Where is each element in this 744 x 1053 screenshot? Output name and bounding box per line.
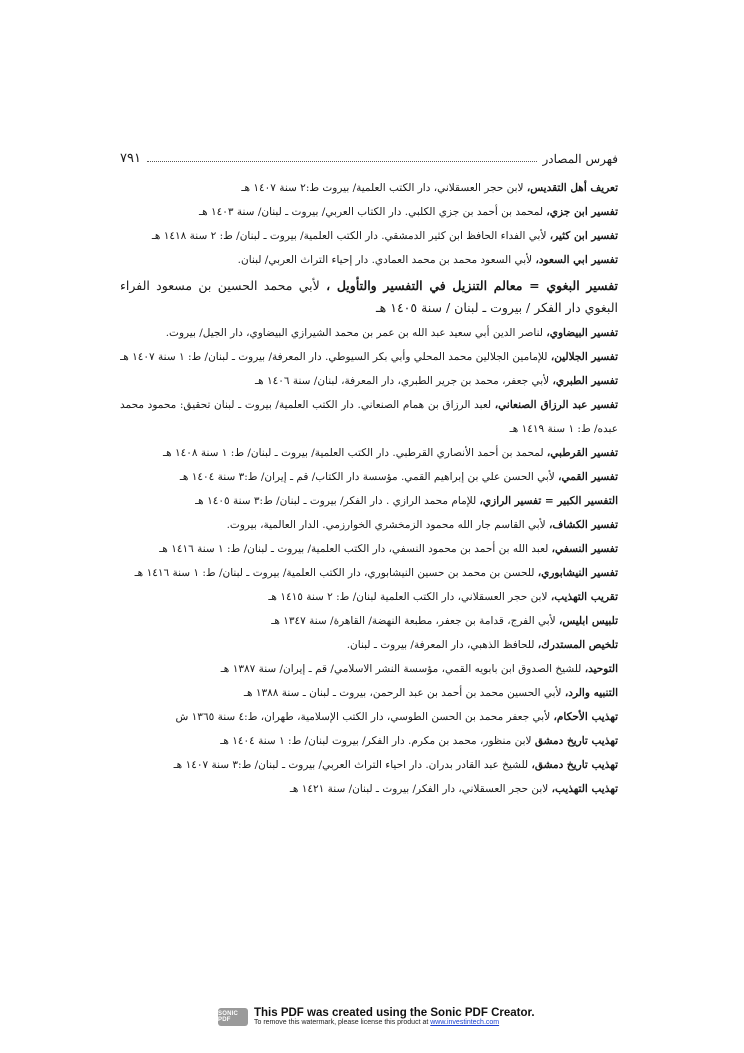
entry-term: تفسير ابن جزي، (546, 206, 618, 218)
bibliography-entry (120, 369, 618, 393)
entry-details: لابن حجر العسقلاني، دار الفكر/ بيروت ـ لبنان/ سنة ١٤٢١ هـ (289, 783, 552, 795)
bibliography-entry (120, 393, 618, 441)
entry-details: لعبد الرزاق بن همام الصنعاني. دار الكتب العلمية/ بيروت ـ لبنان تحقيق: محمود محمد عبده/ ط: ١ سنة ١٤١٩ هـ (120, 399, 618, 435)
bibliography-entry (120, 537, 618, 561)
bibliography-entry (120, 275, 618, 319)
entry-details: للشيخ الصدوق ابن بابويه القمي، مؤسسة النشر الاسلامي/ قم ـ إيران/ سنة ١٣٨٧ هـ (220, 663, 585, 675)
entry-term: تقريب التهذيب، (550, 591, 618, 603)
running-title: فهرس المصادر (542, 152, 618, 166)
entry-details: لأبي الحسن علي بن إبراهيم القمي. مؤسسة دار الكتاب/ قم ـ إيران/ ط:٣ سنة ١٤٠٤ هـ (179, 471, 559, 483)
entry-term: تفسير النيشابوري، (537, 567, 618, 579)
entry-details: لابن حجر العسقلاني، دار الكتب العلمية لبنان/ ط: ٢ سنة ١٤١٥ هـ (268, 591, 551, 603)
entry-term: تفسير ابي السعود، (535, 254, 618, 266)
bibliography-entry (120, 777, 618, 801)
bibliography-entry (120, 681, 618, 705)
entry-details: للإمامين الجلالين محمد المحلي وأبي بكر السيوطي. دار المعرفة/ بيروت ـ لبنان/ ط: ١ سنة ١٤٠٧ هـ (120, 351, 551, 363)
entry-details: لمحمد بن أحمد بن جزي الكلبي. دار الكتاب العربي/ بيروت ـ لبنان/ سنة ١٤٠٣ هـ (199, 206, 547, 218)
entry-term: تفسير الطبري، (552, 375, 618, 387)
entry-details: للحسن بن محمد بن حسين النيشابوري، دار الكتب العلمية/ بيروت ـ لبنان/ ط: ١ سنة ١٤١٦ هـ (134, 567, 538, 579)
entry-term: تفسير البيضاوي، (546, 327, 618, 339)
page-header (120, 146, 618, 166)
watermark-footer (218, 1003, 548, 1031)
bibliography-entry (120, 729, 618, 753)
entry-term: تهذيب تاريخ دمشق (534, 735, 618, 747)
entry-details: لأبي جعفر، محمد بن جرير الطبري، دار المعرفة، لبنان/ سنة ١٤٠٦ هـ (255, 375, 553, 387)
entry-term: تفسير النسفي، (551, 543, 618, 555)
entry-details: لأبي جعفر محمد بن الحسن الطوسي، دار الكتب الإسلامية، طهران، ط:٤ سنة ١٣٦٥ ش (175, 711, 554, 723)
entry-term: تفسير البغوي = معالم التنزيل في التفسير والتأويل ، (326, 278, 618, 293)
entry-details: لأبي الحسين محمد بن أحمد بن عبد الرحمن، بيروت ـ لبنان ـ سنة ١٣٨٨ هـ (243, 687, 565, 699)
bibliography-entry (120, 513, 618, 537)
entry-term: تعريف أهل التقديس، (526, 182, 618, 194)
entry-term: تهذيب التهذيب، (551, 783, 618, 795)
entry-term: التفسير الكبير = تفسير الرازي، (479, 495, 618, 507)
entry-term: تفسير عبد الرزاق الصنعاني، (494, 399, 618, 411)
bibliography-entry (120, 657, 618, 681)
bibliography-entry (120, 176, 618, 200)
entry-term: تفسير الكشاف، (549, 519, 618, 531)
bibliography-entry (120, 609, 618, 633)
bibliography-entry (120, 753, 618, 777)
entry-details: للشيخ عبد القادر بدران. دار احياء التراث العربي/ بيروت ـ لبنان/ ط:٣ سنة ١٤٠٧ هـ (173, 759, 532, 771)
sonic-pdf-logo: SONIC PDF (218, 1008, 248, 1026)
entry-details: لعبد الله بن أحمد بن محمود النسفي، دار الكتب العلمية/ بيروت ـ لبنان/ ط: ١ سنة ١٤١٦ هـ (159, 543, 552, 555)
bibliography-entry (120, 345, 618, 369)
entry-term: تهذيب الأحكام، (553, 711, 618, 723)
entry-term: تفسير ابن كثير، (549, 230, 618, 242)
entry-details: لأبي الفداء الحافظ ابن كثير الدمشقي. دار الكتب العلمية/ بيروت ـ لبنان/ ط: ٢ سنة ١٤١٨ هـ (151, 230, 550, 242)
bibliography-entry (120, 585, 618, 609)
entry-details: لمحمد بن أحمد الأنصاري القرطبي. دار الكتب العلمية/ بيروت ـ لبنان/ ط: ١ سنة ١٤٠٨ هـ (163, 447, 547, 459)
bibliography-entry (120, 561, 618, 585)
entry-details: لأبي محمد الحسين بن مسعود الفراء البغوي دار الفكر / بيروت ـ لبنان / سنة ١٤٠٥ هـ (120, 278, 618, 315)
watermark-main-text: This PDF was created using the Sonic PDF Creator. (254, 1007, 535, 1020)
watermark-sub-prefix: To remove this watermark, please license this product at (254, 1019, 431, 1027)
entry-term: التنبيه والرد، (564, 687, 618, 699)
entry-term: تلخيص المستدرك، (537, 639, 618, 651)
bibliography-entry (120, 441, 618, 465)
entry-term: تلبيس ابليس، (558, 615, 618, 627)
bibliography-entry (120, 465, 618, 489)
entry-details: للإمام محمد الرازي . دار الفكر/ بيروت ـ لبنان/ ط:٣ سنة ١٤٠٥ هـ (195, 495, 480, 507)
entry-details: لابن حجر العسقلاني، دار الكتب العلمية/ بيروت ط:٢ سنة ١٤٠٧ هـ (241, 182, 527, 194)
bibliography-entry (120, 705, 618, 729)
bibliography-list (120, 176, 618, 801)
bibliography-entry (120, 248, 618, 272)
entry-term: تهذيب تاريخ دمشق، (531, 759, 618, 771)
entry-term: تفسير الجلالين، (550, 351, 618, 363)
entry-details: لأبي السعود محمد بن محمد العمادي. دار إحياء التراث العربي/ لبنان. (237, 254, 536, 266)
entry-details: للحافظ الذهبي، دار المعرفة/ بيروت ـ لبنان. (346, 639, 538, 651)
entry-details: لابن منظور، محمد بن مكرم. دار الفكر/ بيروت لبنان/ ط: ١ سنة ١٤٠٤ هـ (220, 735, 535, 747)
entry-details: لأبي القاسم جار الله محمود الزمخشري الخوارزمي. الدار العالمية، بيروت. (226, 519, 550, 531)
watermark-sub-text (254, 1019, 535, 1026)
bibliography-entry (120, 633, 618, 657)
watermark-text (254, 1007, 535, 1026)
entry-term: تفسير القرطبي، (546, 447, 618, 459)
entry-term: التوحيد، (584, 663, 618, 675)
watermark-link[interactable]: www.investintech.com (430, 1019, 500, 1027)
entry-details: لأبي الفرج، قدامة بن جعفر، مطبعة النهضة/ القاهرة/ سنة ١٣٤٧ هـ (271, 615, 559, 627)
bibliography-entry (120, 200, 618, 224)
entry-details: لناصر الدين أبي سعيد عبد الله بن عمر بن محمد الشيرازي البيضاوي، دار الجيل/ بيروت. (165, 327, 547, 339)
leader-dots (147, 161, 537, 162)
bibliography-entry (120, 224, 618, 248)
entry-term: تفسير القمي، (558, 471, 618, 483)
bibliography-entry (120, 321, 618, 345)
page-number: ٧٩١ (120, 151, 141, 166)
bibliography-entry (120, 489, 618, 513)
